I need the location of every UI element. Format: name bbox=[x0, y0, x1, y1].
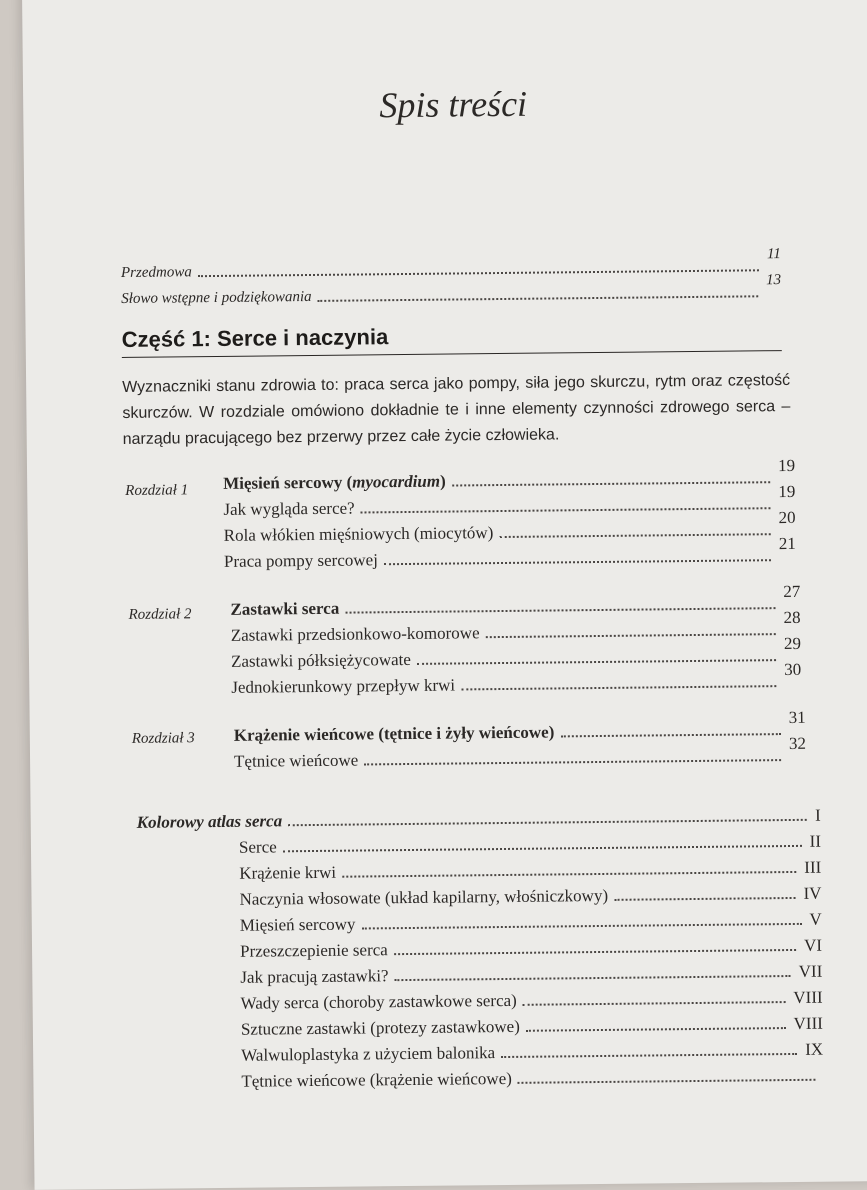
leader-dots bbox=[362, 923, 802, 930]
toc-entry-label: Jak pracują zastawki? bbox=[240, 966, 389, 987]
toc-entry-page: V bbox=[809, 909, 822, 929]
toc-entry-page: VI bbox=[803, 935, 823, 955]
toc-entry-page: 11 bbox=[766, 246, 781, 263]
leader-dots bbox=[417, 659, 776, 665]
toc-entry-page: 20 bbox=[778, 507, 796, 528]
toc-entry-label: Jak wygląda serce? bbox=[223, 498, 355, 519]
leader-dots bbox=[384, 559, 771, 565]
toc-entry-page: 31 bbox=[788, 707, 806, 728]
toc-entry-label: Tętnice wieńcowe bbox=[233, 750, 359, 771]
chapter-title: Mięsień sercowy (myocardium) bbox=[223, 471, 446, 493]
atlas-title: Kolorowy atlas serca bbox=[136, 811, 283, 832]
leader-dots bbox=[499, 533, 770, 538]
toc-entry-label: Praca pompy sercowej bbox=[223, 550, 378, 571]
toc-entry-page: 30 bbox=[784, 659, 802, 680]
chapter-label: Rozdział 2 bbox=[128, 606, 192, 623]
toc-entry-page: VIII bbox=[793, 987, 823, 1007]
toc-entry bbox=[241, 1012, 823, 1040]
toc-entry-page: 13 bbox=[765, 272, 782, 289]
chapter-title-row bbox=[223, 455, 796, 494]
toc-entry-label: Krążenie krwi bbox=[239, 862, 337, 883]
toc-entry-label: Serce bbox=[238, 837, 277, 857]
leader-dots bbox=[342, 871, 796, 878]
toc-entry bbox=[239, 856, 821, 884]
toc-entry bbox=[241, 1038, 823, 1066]
toc-entry-label: Zastawki przedsionkowo-komorowe bbox=[230, 623, 480, 645]
leader-dots bbox=[361, 507, 771, 513]
leader-dots bbox=[501, 1053, 797, 1058]
toc-entry-page: IX bbox=[805, 1039, 824, 1059]
toc-entry-page: II bbox=[809, 831, 822, 851]
toc-entry bbox=[240, 934, 822, 962]
toc-entry-page: 28 bbox=[783, 607, 801, 628]
toc-entry-label: Zastawki półksiężycowate bbox=[230, 649, 411, 671]
toc-entry-preface bbox=[120, 246, 781, 283]
chapter-label: Rozdział 1 bbox=[125, 482, 189, 499]
toc-entry bbox=[241, 1064, 823, 1092]
leader-dots bbox=[486, 633, 776, 638]
toc-entry-page: III bbox=[804, 857, 822, 877]
chapter-title: Krążenie wieńcowe (tętnice i żyły wieńcowe) bbox=[233, 722, 555, 745]
leader-dots bbox=[614, 897, 796, 901]
leader-dots bbox=[395, 975, 791, 981]
toc-entry bbox=[240, 960, 822, 988]
toc-entry-label: Tętnice wieńcowe (krążenie wieńcowe) bbox=[241, 1068, 512, 1091]
atlas-title-row bbox=[137, 804, 821, 833]
toc-entry-page: 27 bbox=[783, 581, 801, 602]
chapter-label: Rozdział 3 bbox=[131, 730, 195, 747]
toc-entry-label: Naczynia włosowate (układ kapilarny, włośniczkowy) bbox=[239, 885, 609, 909]
toc-entry bbox=[240, 908, 822, 936]
toc-entry-label: Słowo wstępne i podziękowania bbox=[121, 288, 312, 307]
leader-dots bbox=[318, 295, 759, 302]
leader-dots bbox=[283, 845, 802, 852]
toc-entry-label: Wady serca (choroby zastawkowe serca) bbox=[240, 990, 517, 1013]
chapter-title: Zastawki serca bbox=[230, 598, 340, 619]
page-title: Spis treści bbox=[379, 83, 528, 126]
toc-entry-page: 29 bbox=[783, 633, 801, 654]
toc-entry-page: 21 bbox=[778, 533, 796, 554]
book-page bbox=[22, 0, 867, 1190]
leader-dots bbox=[518, 1079, 816, 1084]
leader-dots bbox=[523, 1001, 786, 1006]
leader-dots bbox=[345, 607, 775, 614]
toc-entry-label: Przedmowa bbox=[120, 264, 192, 281]
toc-entry-label: Przeszczepienie serca bbox=[239, 940, 388, 961]
leader-dots bbox=[394, 949, 796, 955]
leader-dots bbox=[288, 819, 807, 826]
toc-entry-label: Walwuloplastyka z użyciem balonika bbox=[241, 1043, 496, 1065]
leader-dots bbox=[526, 1027, 786, 1032]
leader-dots bbox=[461, 685, 776, 690]
toc-entry bbox=[241, 986, 823, 1014]
leader-dots bbox=[452, 481, 770, 486]
toc-entry-label: Jednokierunkowy przepływ krwi bbox=[231, 675, 456, 697]
toc-entry-page: IV bbox=[803, 883, 822, 903]
leader-dots bbox=[198, 269, 759, 277]
toc-entry-page: 32 bbox=[788, 733, 807, 754]
toc-entry-page: VII bbox=[798, 961, 823, 981]
toc-entry bbox=[239, 830, 821, 858]
toc-entry-label: Mięsień sercowy bbox=[239, 914, 356, 935]
toc-entry-page: 19 bbox=[777, 455, 796, 476]
leader-dots bbox=[560, 733, 780, 737]
toc-entry-page: I bbox=[814, 805, 821, 825]
chapter-title-row bbox=[230, 581, 801, 620]
toc-entry-page: VIII bbox=[793, 1013, 823, 1033]
part-heading: Część 1: Serce i naczynia bbox=[121, 324, 389, 352]
toc-entry bbox=[239, 882, 821, 910]
toc-entry-page: 19 bbox=[778, 481, 796, 502]
toc-entry-label: Rola włókien mięśniowych (miocytów) bbox=[223, 523, 494, 545]
chapter-title-row bbox=[233, 707, 806, 746]
toc-entry-label: Sztuczne zastawki (protezy zastawkowe) bbox=[240, 1016, 520, 1039]
part-description: Wyznaczniki stanu zdrowia to: praca serca jako pompy, siła jego skurczu, rytm oraz częstość skurczów. W rozdziale omówiono dokładnie te i inne elementy czynności zdrowego serca – narządu pracującego bez przerwy przez całe życie człowieka. bbox=[122, 371, 791, 448]
leader-dots bbox=[364, 759, 781, 765]
